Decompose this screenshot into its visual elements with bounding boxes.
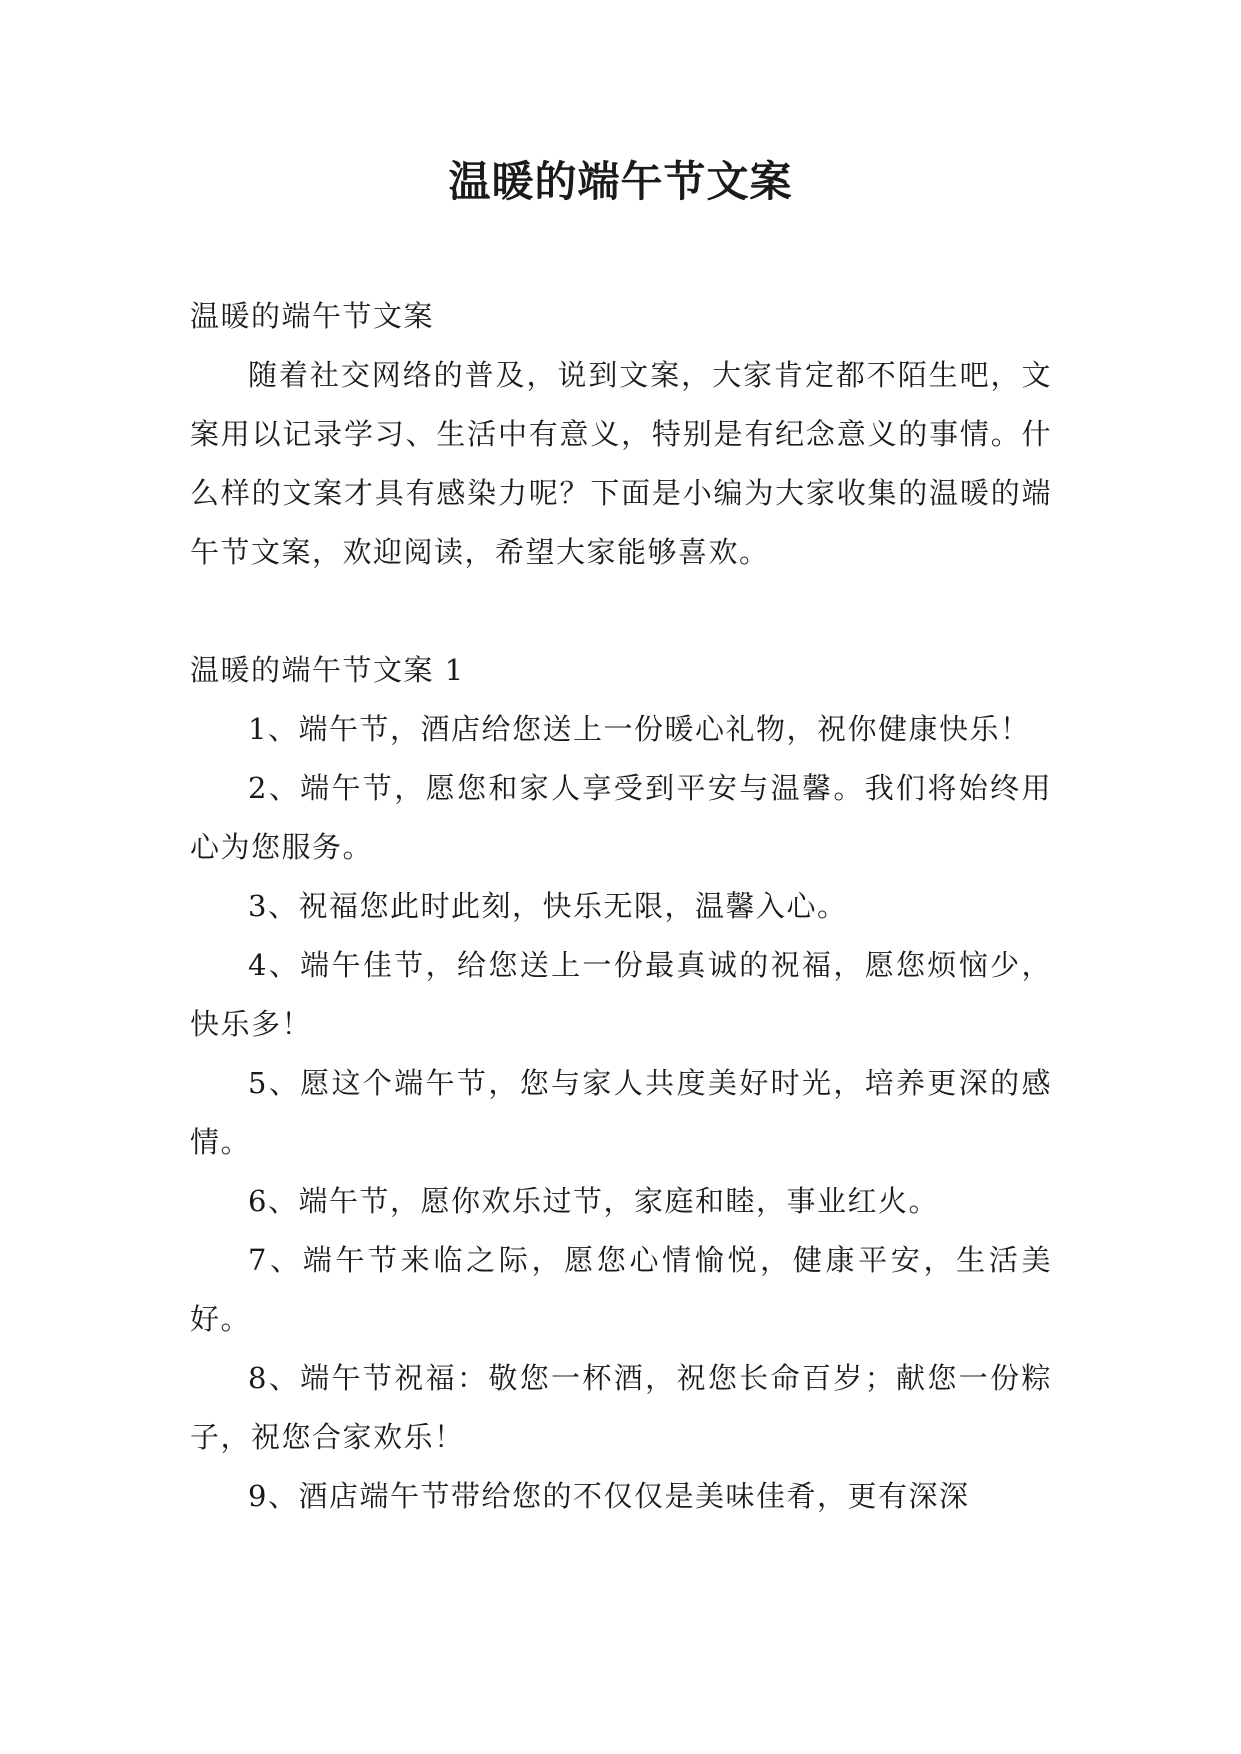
intro-paragraph: 随着社交网络的普及，说到文案，大家肯定都不陌生吧，文案用以记录学习、生活中有意义，特别是有纪念意义的事情。什么样的文案才具有感染力呢？下面是小编为大家收集的温暖的端午节文案，欢迎阅读，希望大家能够喜欢。 <box>190 358 1052 569</box>
list-item: 4、端午佳节，给您送上一份最真诚的祝福，愿您烦恼少，快乐多！ <box>190 948 1052 1041</box>
paragraph-spacer <box>190 582 1052 641</box>
list-item: 1、端午节，酒店给您送上一份暖心礼物，祝你健康快乐！ <box>248 712 1031 746</box>
list-item: 3、祝福您此时此刻，快乐无限，温馨入心。 <box>248 889 848 923</box>
list-item: 9、酒店端午节带给您的不仅仅是美味佳肴，更有深深 <box>248 1479 970 1513</box>
section-heading: 温暖的端午节文案 1 <box>190 653 465 687</box>
list-item: 8、端午节祝福：敬您一杯酒，祝您长命百岁；献您一份粽子，祝您合家欢乐！ <box>190 1361 1052 1454</box>
list-item: 2、端午节，愿您和家人享受到平安与温馨。我们将始终用心为您服务。 <box>190 771 1052 864</box>
document-title: 温暖的端午节文案 <box>448 157 793 206</box>
document-subtitle: 温暖的端午节文案 <box>190 299 435 333</box>
list-item: 6、端午节，愿你欢乐过节，家庭和睦，事业红火。 <box>248 1184 939 1218</box>
list-item: 7、端午节来临之际，愿您心情愉悦，健康平安，生活美好。 <box>190 1243 1052 1336</box>
list-item: 5、愿这个端午节，您与家人共度美好时光，培养更深的感情。 <box>190 1066 1052 1159</box>
document-body <box>190 287 1052 1526</box>
